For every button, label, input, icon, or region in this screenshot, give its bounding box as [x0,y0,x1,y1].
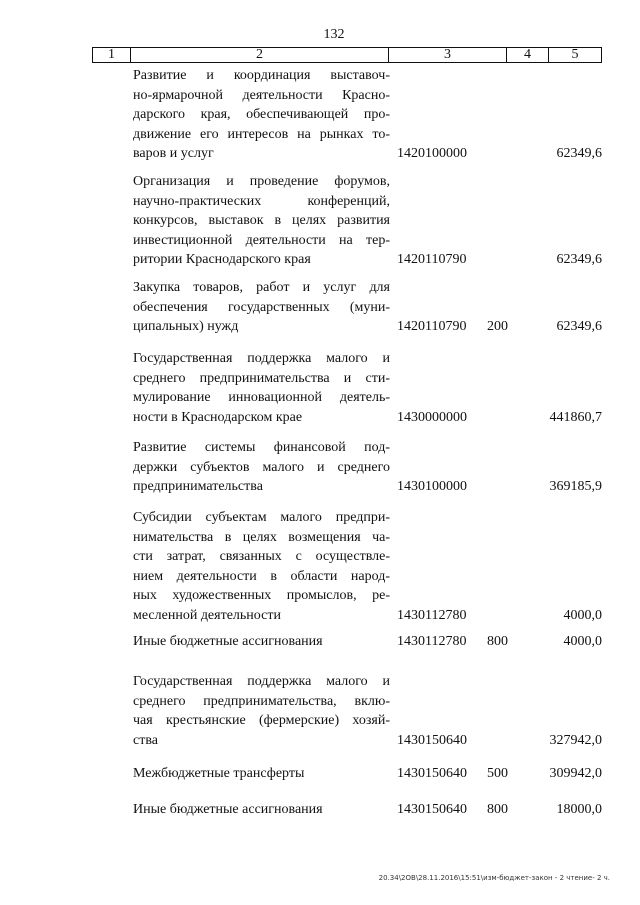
row-target-code: 1420100000 [397,146,467,161]
description-line: ных художественных промыслов, ре- [133,588,390,603]
description-line: обеспечения государственных (муни- [133,299,390,315]
row-description [133,764,390,784]
row-amount: 62349,6 [556,319,602,334]
description-line: Развитие и координация выставоч- [133,68,390,83]
row-amount: 62349,6 [556,146,602,161]
row-target-code: 1430112780 [397,607,467,623]
row-description [133,278,390,337]
row-amount: 441860,7 [549,409,602,425]
description-line: мулирование инновационной деятель- [133,390,390,405]
row-description [133,508,390,625]
row-description [133,172,390,270]
row-target-code: 1430150640 [397,766,467,781]
description-line: Иные бюджетные ассигнования [133,802,323,817]
row-target-code: 1430000000 [397,409,467,425]
description-line: научно-практических конференций, [133,193,390,209]
description-line: Государственная поддержка малого и [133,351,390,366]
description-line: сти затрат, связанных с осуществле- [133,549,390,564]
description-line: среднего предпринимательства и сти- [133,370,390,386]
row-target-code: 1430112780 [397,634,467,649]
column-header-2: 2 [131,48,389,62]
description-line: ритории Краснодарского края [133,252,311,267]
description-line: предпринимательства [133,479,263,494]
row-amount: 309942,0 [549,766,602,781]
row-expense-type: 800 [487,802,508,817]
description-line: нимательства в целях возмещения ча- [133,529,390,545]
description-line: среднего предпринимательства, вклю- [133,693,390,709]
description-line: Субсидии субъектам малого предпри- [133,510,390,525]
row-description [133,349,390,427]
description-line: дарского края, обеспечивающей про- [133,107,390,122]
column-header-5: 5 [571,47,579,62]
row-target-code: 1430150640 [397,732,467,748]
row-description [133,438,390,497]
row-expense-type: 500 [487,766,508,781]
description-line: ства [133,732,158,748]
description-line: инвестиционной деятельности на тер- [133,232,390,248]
column-header-3: 3 [389,48,507,62]
row-expense-type: 800 [487,634,508,649]
row-amount: 4000,0 [563,607,602,623]
description-line: Организация и проведение форумов, [133,174,390,189]
description-line: ципальных) нужд [133,319,239,334]
description-line: Закупка товаров, работ и услуг для [133,280,390,295]
row-target-code: 1430100000 [397,479,467,494]
row-expense-type: 200 [487,319,508,334]
description-line: движение его интересов на рынках то- [133,126,390,142]
column-header-4: 4 [507,48,549,62]
row-description [133,672,390,750]
description-line: варов и услуг [133,146,214,161]
row-amount: 369185,9 [549,479,602,494]
description-line: месленной деятельности [133,607,281,623]
footer-file-path: 20.34\2ОВ\28.11.2016\15:51\изм-бюджет-закон - 2 чтение- 2 ч. [378,874,610,882]
row-amount: 18000,0 [556,802,602,817]
row-amount: 62349,6 [556,252,602,267]
description-line: Иные бюджетные ассигнования [133,634,323,649]
description-line: Межбюджетные трансферты [133,766,305,781]
description-line: но-ярмарочной деятельности Красно- [133,87,390,103]
description-line: Государственная поддержка малого и [133,674,390,689]
row-description [133,632,390,652]
row-target-code: 1420110790 [397,319,467,334]
description-line: конкурсов, выставок в целях развития [133,213,390,228]
description-line: нием деятельности в области народ- [133,568,390,584]
row-amount: 327942,0 [549,732,602,748]
row-amount: 4000,0 [563,634,602,649]
row-description [133,800,390,820]
page-number: 132 [323,27,345,42]
description-line: ности в Краснодарском крае [133,409,303,425]
row-target-code: 1430150640 [397,802,467,817]
row-target-code: 1420110790 [397,252,467,267]
column-header-1: 1 [93,48,131,62]
description-line: Развитие системы финансовой под- [133,440,390,455]
column-header-row [92,47,602,63]
description-line: чая крестьянские (фермерские) хозяй- [133,713,390,728]
description-line: держки субъектов малого и среднего [133,459,390,475]
row-description [133,66,390,164]
